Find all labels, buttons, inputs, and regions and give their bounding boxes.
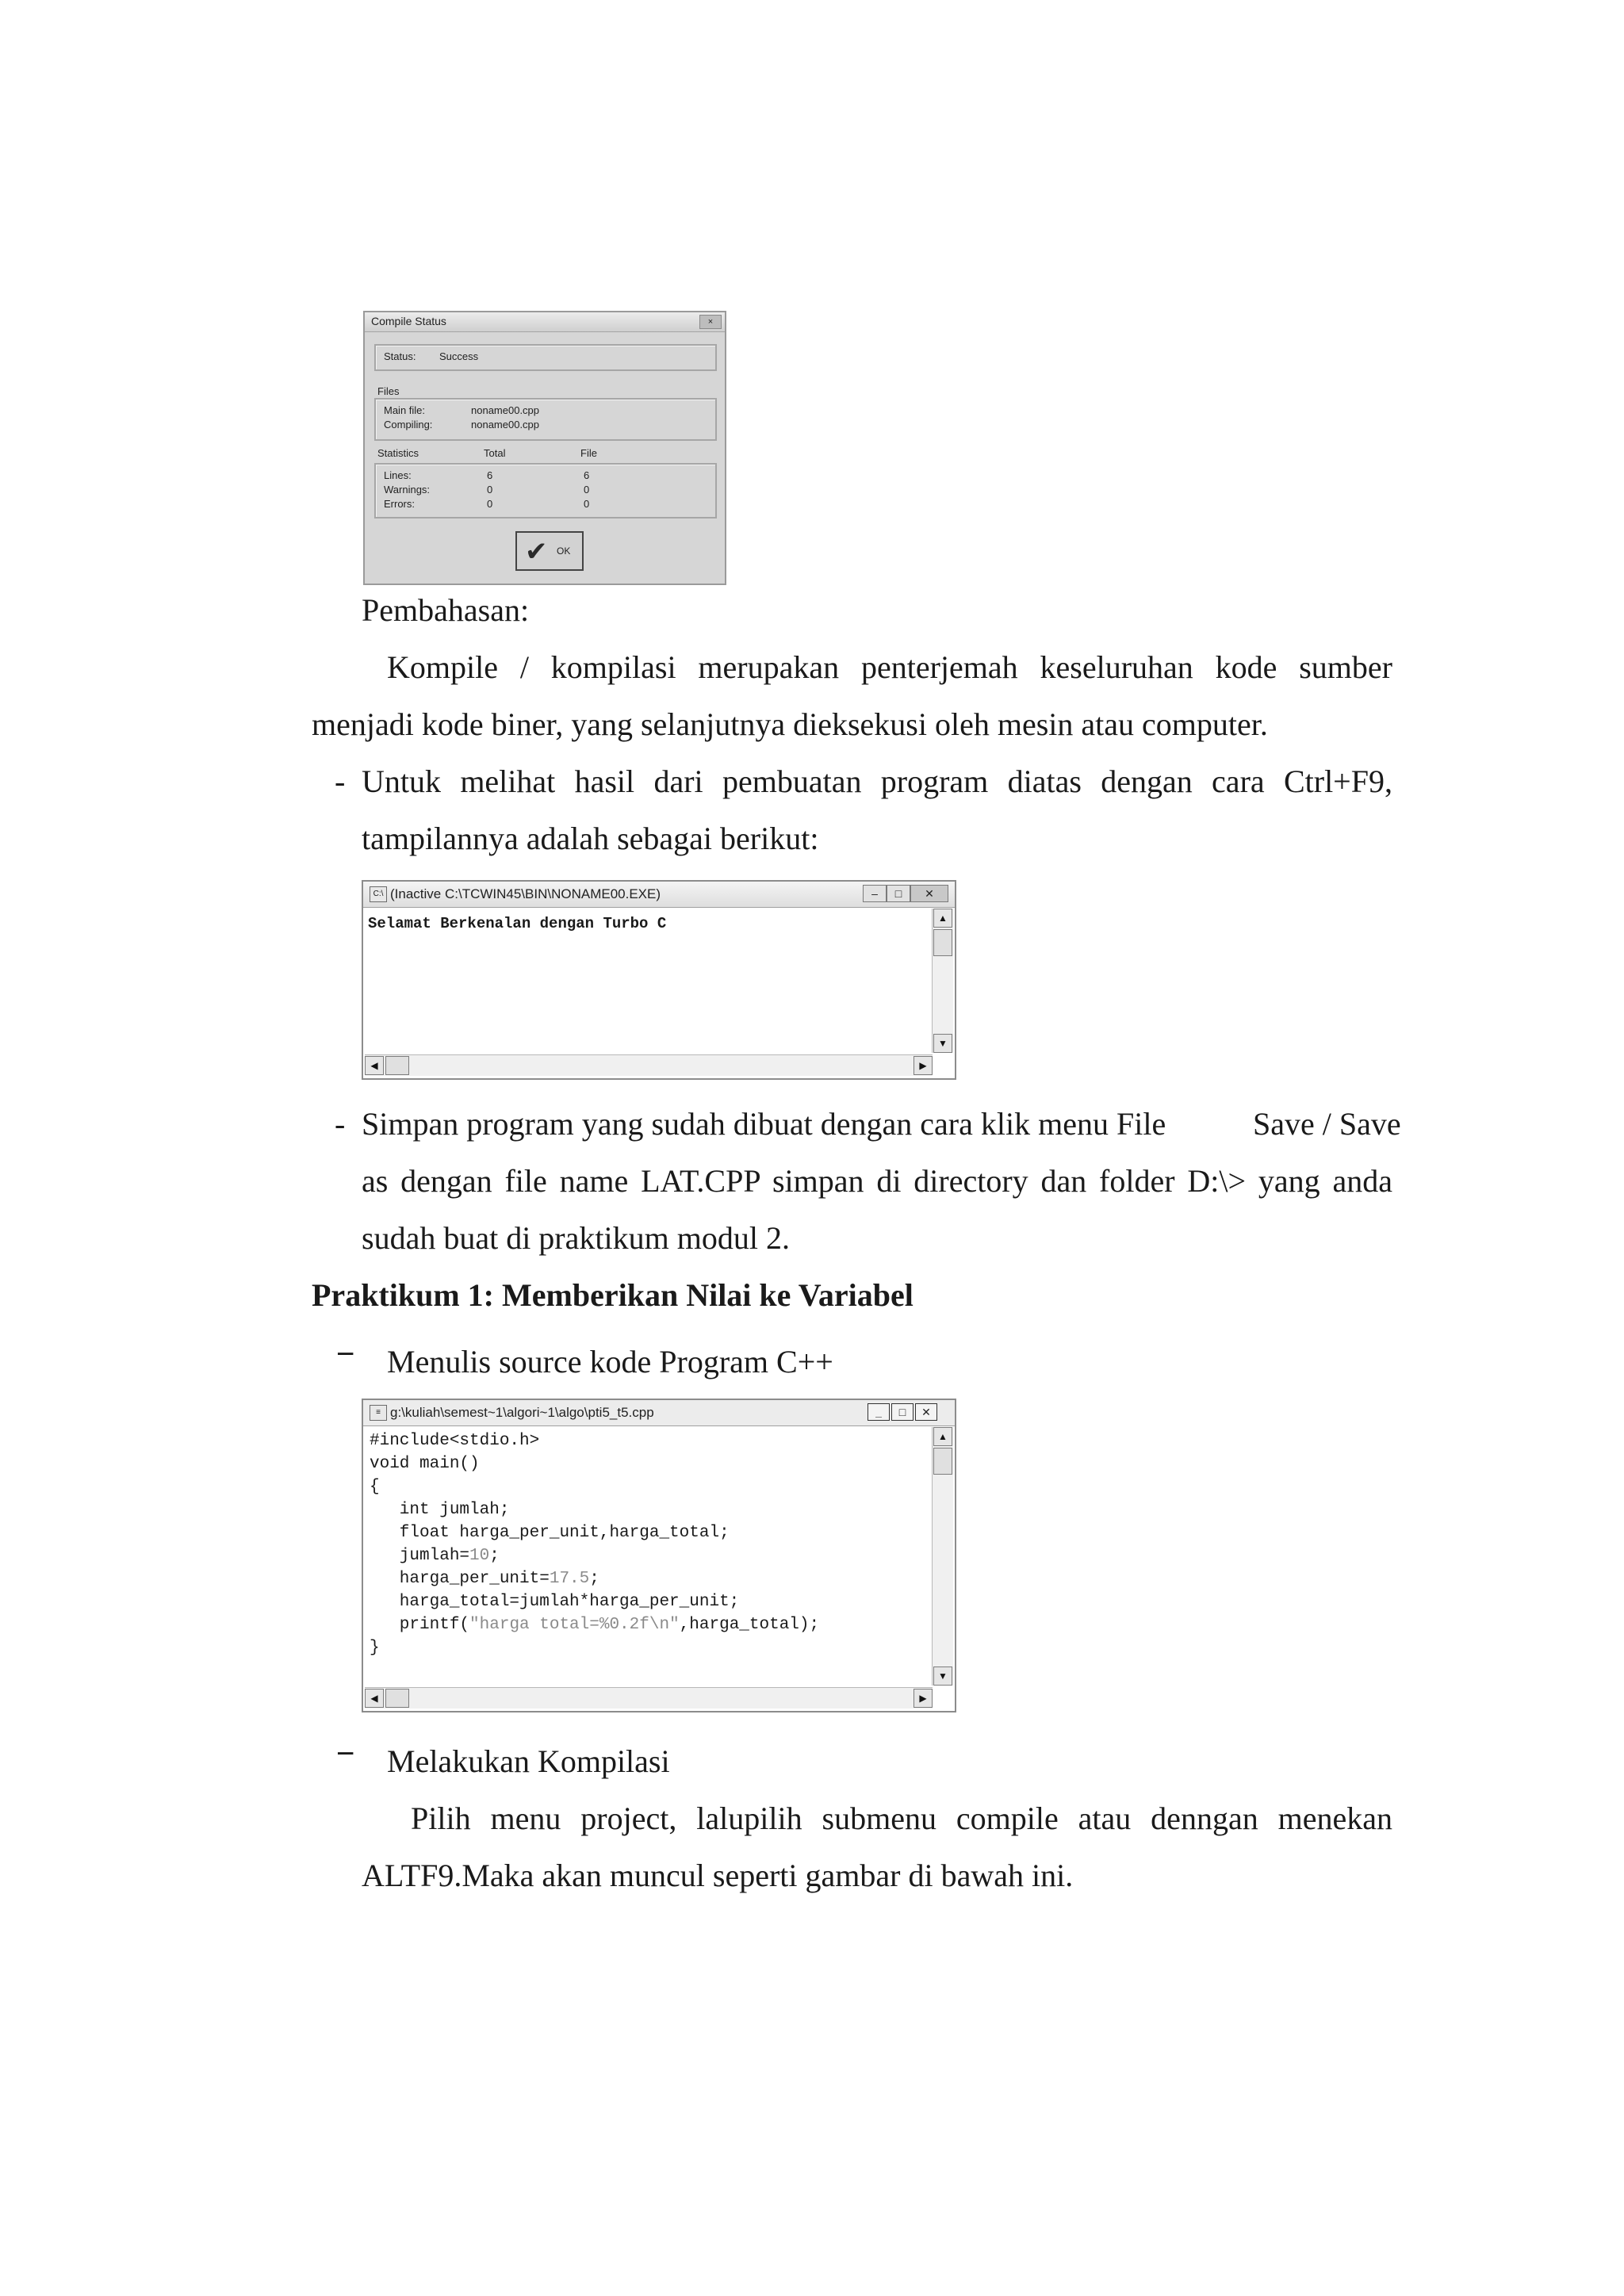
code-text: ,harga_total); [679, 1616, 820, 1634]
code-text: ; [589, 1570, 599, 1588]
step-dash: − [336, 1736, 355, 1771]
close-icon[interactable]: ✕ [910, 885, 948, 902]
document-icon: ≡ [370, 1405, 387, 1421]
code-number: 10 [469, 1547, 490, 1565]
horizontal-scrollbar[interactable] [365, 1687, 933, 1709]
status-value: Success [439, 350, 479, 362]
scroll-thumb[interactable] [385, 1689, 409, 1708]
status-label: Status: [384, 350, 416, 362]
code-line: #include<stdio.h> [370, 1432, 540, 1450]
scroll-right-icon[interactable]: ▶ [914, 1056, 933, 1075]
checkmark-icon: ✔ [525, 537, 548, 567]
statistics-label: Statistics [377, 447, 419, 459]
bullet-line: tampilannya adalah sebagai berikut: [362, 821, 819, 856]
scroll-thumb[interactable] [933, 929, 952, 956]
compiling-label: Compiling: [384, 419, 433, 430]
stat-row-total: 6 [487, 469, 493, 481]
code-line: { [370, 1478, 380, 1496]
dialog-titlebar [365, 312, 725, 332]
files-label: Files [377, 385, 400, 397]
stat-row-total: 0 [487, 484, 493, 496]
stat-row-file: 0 [584, 498, 590, 510]
stat-row-label: Warnings: [384, 484, 431, 496]
paragraph-line: menjadi kode biner, yang selanjutnya dieksekusi oleh mesin atau computer. [312, 706, 1268, 742]
scroll-down-icon[interactable]: ▼ [933, 1034, 952, 1053]
console-output: Selamat Berkenalan dengan Turbo C [368, 915, 667, 932]
stat-row-label: Errors: [384, 498, 415, 510]
close-icon[interactable]: ✕ [915, 1403, 937, 1421]
bullet-dash: - [335, 1106, 346, 1142]
code-line: int jumlah; [370, 1501, 510, 1519]
stat-row-total: 0 [487, 498, 493, 510]
horizontal-scrollbar[interactable] [365, 1054, 933, 1076]
bullet-line: Untuk melihat hasil dari pembuatan program diatas dengan cara Ctrl+F9, [362, 763, 1392, 799]
step-dash: − [336, 1337, 355, 1372]
minimize-icon[interactable]: _ [868, 1403, 890, 1421]
paragraph-line: Kompile / kompilasi merupakan penterjemah keseluruhan kode sumber [387, 649, 1392, 685]
scroll-thumb[interactable] [933, 1448, 952, 1475]
code-text: jumlah= [370, 1547, 470, 1565]
pembahasan-heading: Pembahasan: [362, 592, 530, 628]
maximize-icon[interactable]: □ [891, 1403, 914, 1421]
scroll-up-icon[interactable]: ▲ [933, 1427, 952, 1446]
console-window [362, 880, 956, 1080]
scroll-down-icon[interactable]: ▼ [933, 1667, 952, 1686]
code-line [370, 1547, 500, 1565]
console-title: (Inactive C:\TCWIN45\BIN\NONAME00.EXE) [390, 886, 661, 901]
paragraph-line: ALTF9.Maka akan muncul seperti gambar di bawah ini. [362, 1858, 1074, 1893]
files-group [374, 398, 717, 441]
section-heading: Praktikum 1: Memberikan Nilai ke Variabel [312, 1277, 914, 1313]
dialog-title: Compile Status [371, 315, 446, 327]
scroll-thumb[interactable] [385, 1056, 409, 1075]
compiling-value: noname00.cpp [471, 419, 540, 430]
bullet-line: as dengan file name LAT.CPP simpan di directory dan folder D:\> yang anda [362, 1163, 1392, 1199]
step-label: Menulis source kode Program C++ [387, 1344, 833, 1380]
main-file-value: noname00.cpp [471, 404, 540, 416]
vertical-scrollbar[interactable] [932, 1427, 953, 1686]
scroll-up-icon[interactable]: ▲ [933, 909, 952, 928]
stat-row-file: 6 [584, 469, 590, 481]
code-line: void main() [370, 1455, 480, 1473]
console-app-icon: C:\ [370, 886, 387, 902]
code-line [370, 1570, 599, 1588]
total-label: Total [484, 447, 506, 459]
status-group [374, 344, 717, 371]
code-string: "harga total=%0.2f\n" [469, 1616, 680, 1634]
stat-row-file: 0 [584, 484, 590, 496]
code-line: } [370, 1639, 380, 1657]
bullet-line: sudah buat di praktikum modul 2. [362, 1220, 790, 1256]
code-text: harga_per_unit= [370, 1570, 550, 1588]
minimize-icon[interactable]: – [863, 885, 887, 902]
code-line: float harga_per_unit,harga_total; [370, 1524, 730, 1542]
bullet-dash: - [335, 763, 346, 799]
code-line: harga_total=jumlah*harga_per_unit; [370, 1593, 740, 1611]
step-label: Melakukan Kompilasi [387, 1743, 670, 1779]
editor-title: g:\kuliah\semest~1\algori~1\algo\pti5_t5.cpp [390, 1405, 654, 1420]
code-text: ; [489, 1547, 500, 1565]
console-titlebar [363, 882, 955, 908]
close-icon[interactable]: × [699, 315, 722, 329]
scroll-left-icon[interactable]: ◀ [365, 1689, 384, 1708]
code-number: 17.5 [549, 1570, 590, 1588]
stat-row-label: Lines: [384, 469, 412, 481]
bullet-line: Simpan program yang sudah dibuat dengan cara klik menu File [362, 1106, 1166, 1142]
vertical-scrollbar[interactable] [932, 909, 953, 1053]
code-line [370, 1616, 819, 1634]
code-text: printf( [370, 1616, 470, 1634]
scroll-left-icon[interactable]: ◀ [365, 1056, 384, 1075]
maximize-icon[interactable]: □ [887, 885, 910, 902]
ok-label: OK [557, 545, 571, 557]
compile-status-dialog [363, 311, 726, 585]
main-file-label: Main file: [384, 404, 426, 416]
file-label: File [580, 447, 597, 459]
statistics-group [374, 463, 717, 519]
bullet-line-end: Save / Save [1253, 1106, 1401, 1142]
ok-button[interactable] [515, 531, 584, 571]
paragraph-line: Pilih menu project, lalupilih submenu compile atau denngan menekan [411, 1800, 1392, 1836]
scroll-right-icon[interactable]: ▶ [914, 1689, 933, 1708]
editor-window [362, 1399, 956, 1712]
editor-titlebar [363, 1400, 955, 1426]
